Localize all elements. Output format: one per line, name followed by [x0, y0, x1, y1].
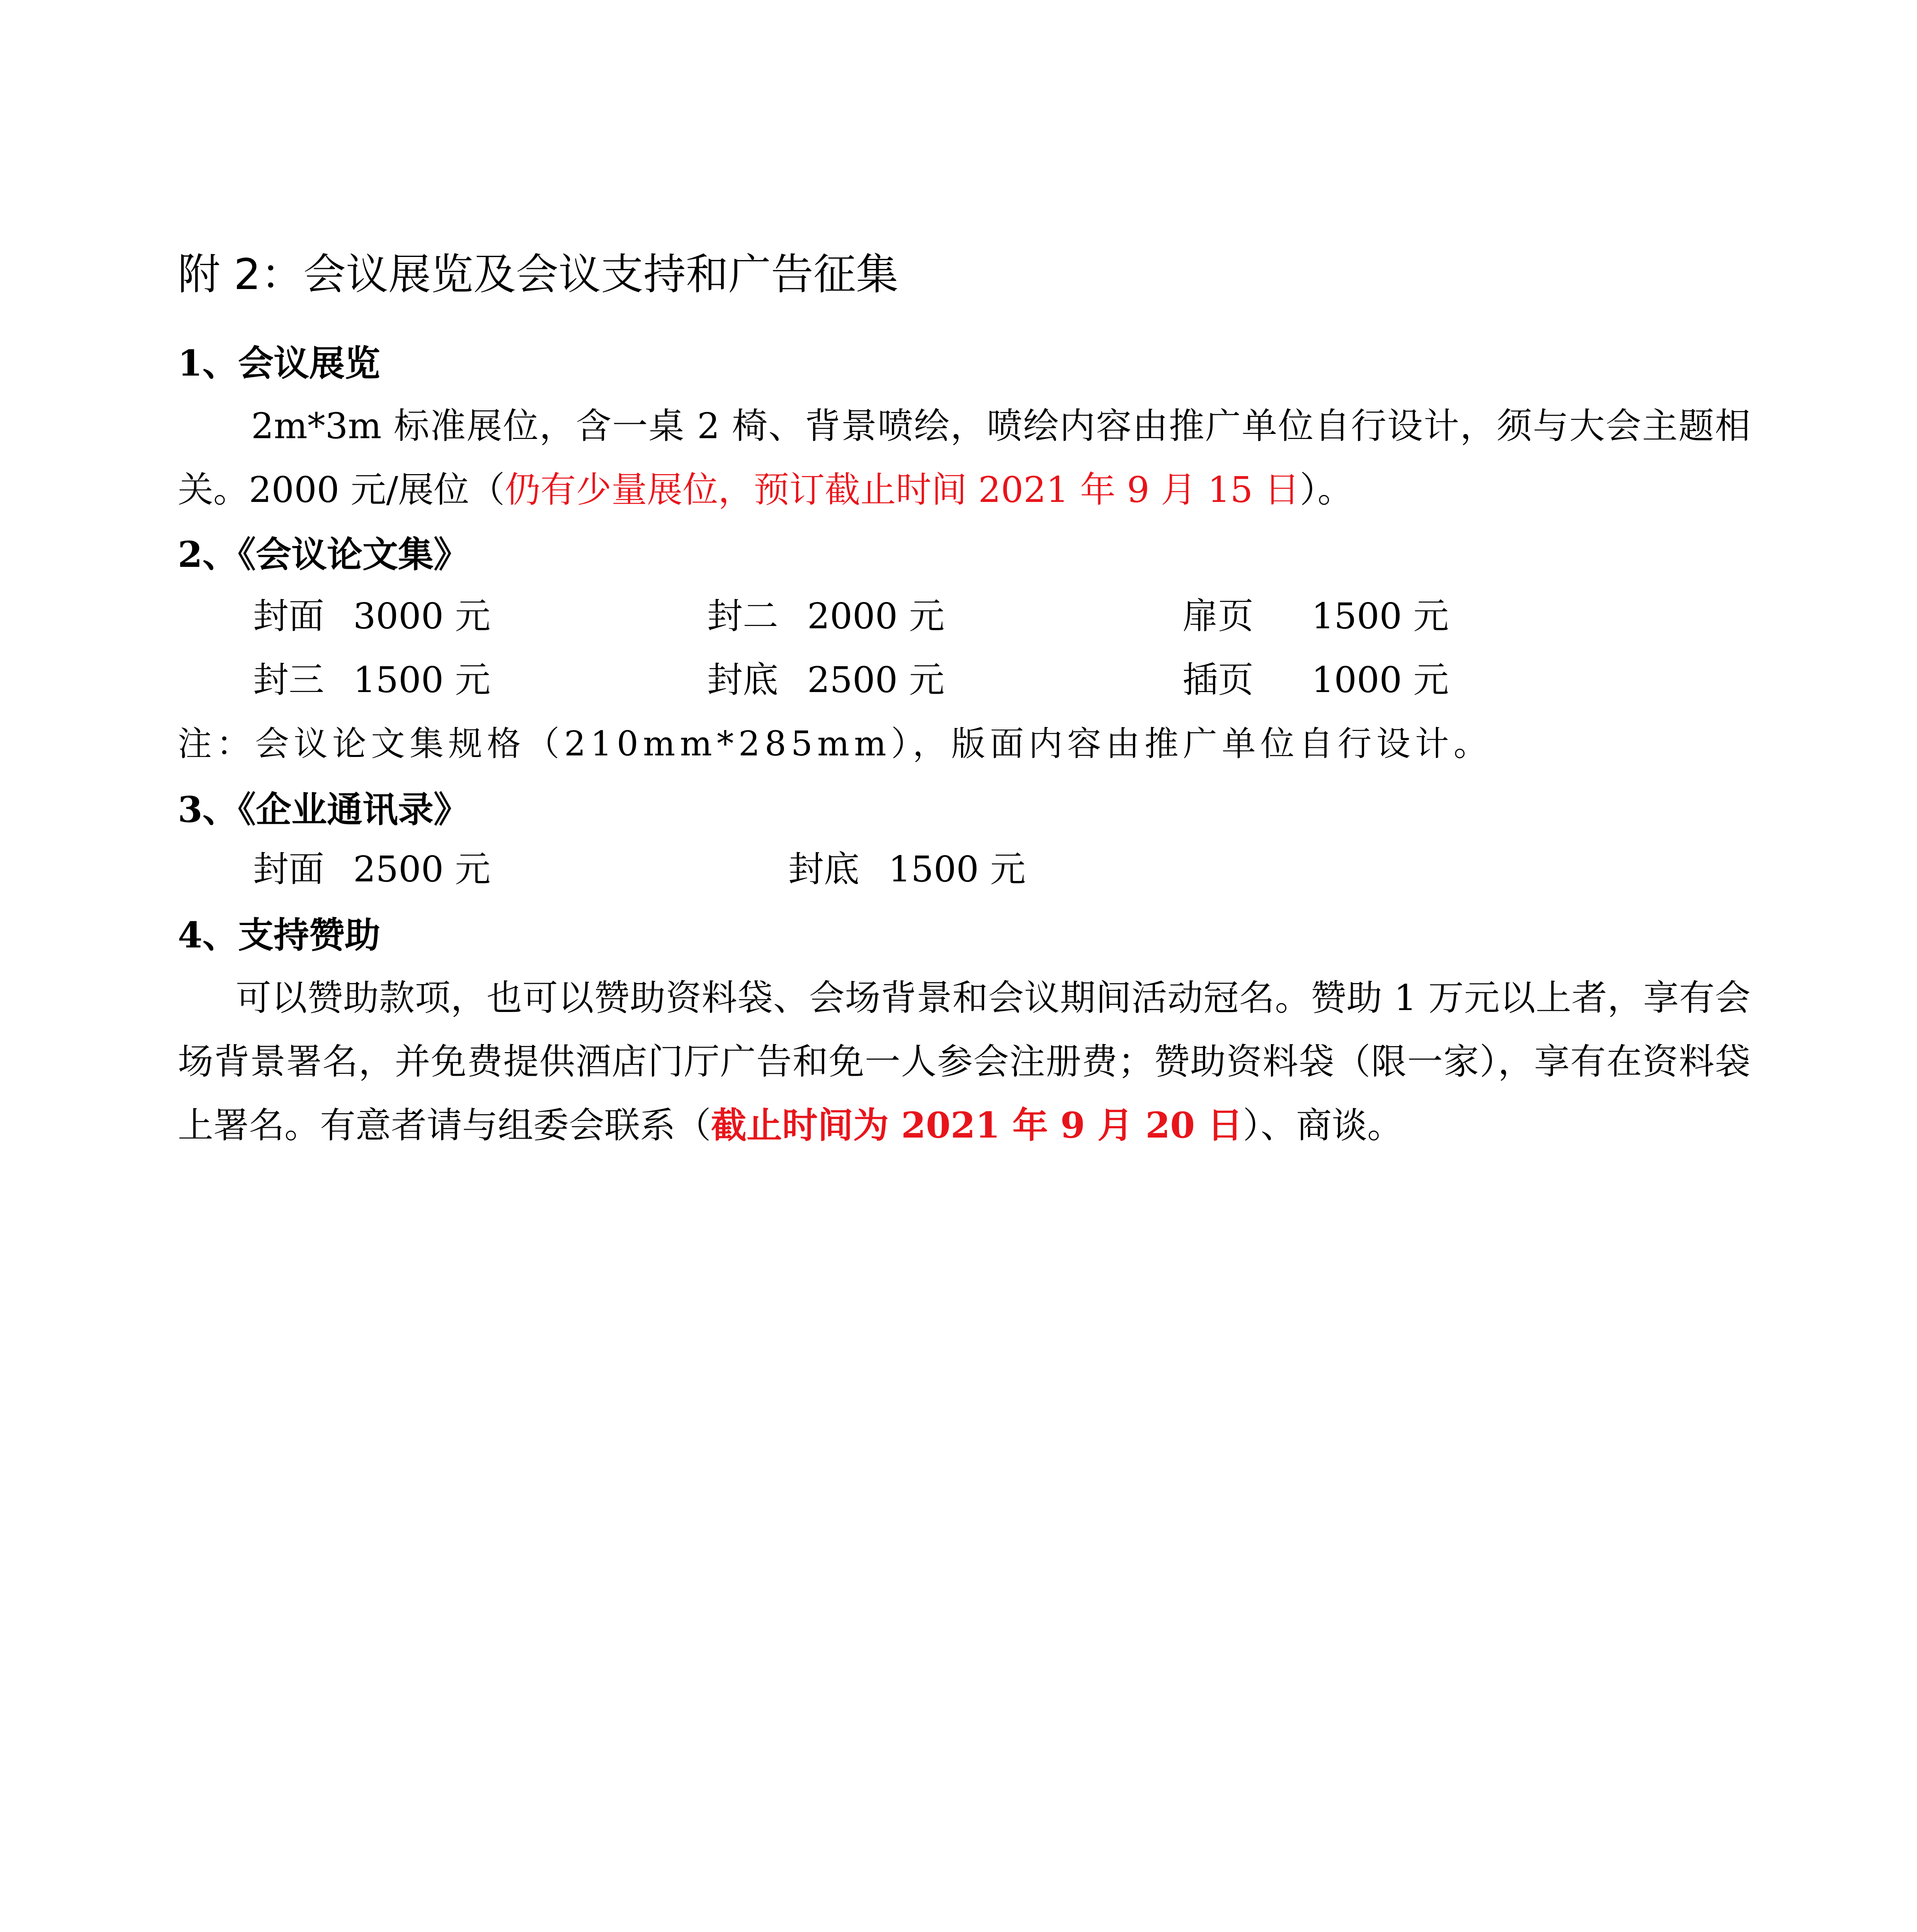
- price-item-value: 2000 元: [807, 595, 945, 637]
- section-4-text-end: ）、商谈。: [1243, 1105, 1403, 1146]
- section-1-heading: 1、会议展览: [178, 342, 381, 384]
- section-2-heading: 2、《会议论文集》: [178, 534, 469, 575]
- price-item: [253, 842, 490, 896]
- price-item-value: 1500 元: [888, 849, 1026, 890]
- price-item-label: 封二: [707, 595, 779, 637]
- price-item-label: 封底: [707, 659, 779, 701]
- price-item: [788, 842, 1026, 896]
- section-4-text: 可以赞助款项，也可以赞助资料袋、会场背景和会议期间活动冠名。赞助 1 万元以上者，享有会场背景署名，并免费提供酒店门厅广告和免一人参会注册费；赞助资料袋（限一家），享有在资料袋上署名。有意者请与组委会联系（: [178, 977, 1750, 1146]
- price-item-value: 1500 元: [1311, 595, 1449, 637]
- proceedings-note: 注：会议论文集规格（210mm*285mm），版面内容由推广单位自行设计。: [178, 724, 1492, 764]
- section-1-paragraph: [178, 394, 1750, 522]
- price-item-value: 2500 元: [807, 659, 945, 701]
- price-item-value: 1000 元: [1311, 659, 1449, 701]
- price-item: [1182, 653, 1449, 707]
- price-item: [1182, 589, 1449, 643]
- booth-deadline-highlight: 仍有少量展位，预订截止时间 2021 年 9 月 15 日: [505, 469, 1300, 510]
- page-title: 附 2：会议展览及会议支持和广告征集: [178, 250, 898, 299]
- proceedings-price-row: [0, 589, 1917, 643]
- section-4-paragraph: [178, 966, 1750, 1157]
- sponsor-deadline-highlight: 截止时间为 2021 年 9 月 20 日: [711, 1104, 1243, 1146]
- price-item: [707, 653, 944, 707]
- price-item-label: 封三: [253, 659, 325, 701]
- directory-price-row: [0, 842, 1917, 896]
- section-4-heading: 4、支持赞助: [178, 914, 381, 956]
- price-item: [707, 589, 944, 643]
- price-item-label: 扉页: [1182, 595, 1254, 637]
- price-item-label: 封面: [253, 595, 325, 637]
- section-1-text: 2m*3m 标准展位，含一桌 2 椅、背景喷绘，喷绘内容由推广单位自行设计，须与大会主题相关。2000 元/展位（: [178, 405, 1750, 510]
- proceedings-price-row: [0, 653, 1917, 707]
- price-item: [253, 653, 490, 707]
- price-item: [253, 589, 490, 643]
- section-3-heading: 3、《企业通讯录》: [178, 789, 469, 830]
- price-item-label: 插页: [1182, 659, 1254, 701]
- section-1-text-end: ）。: [1300, 469, 1353, 510]
- price-item-value: 3000 元: [353, 595, 491, 637]
- price-item-value: 2500 元: [353, 849, 491, 890]
- price-item-label: 封面: [253, 849, 325, 890]
- price-item-label: 封底: [788, 849, 860, 890]
- price-item-value: 1500 元: [353, 659, 491, 701]
